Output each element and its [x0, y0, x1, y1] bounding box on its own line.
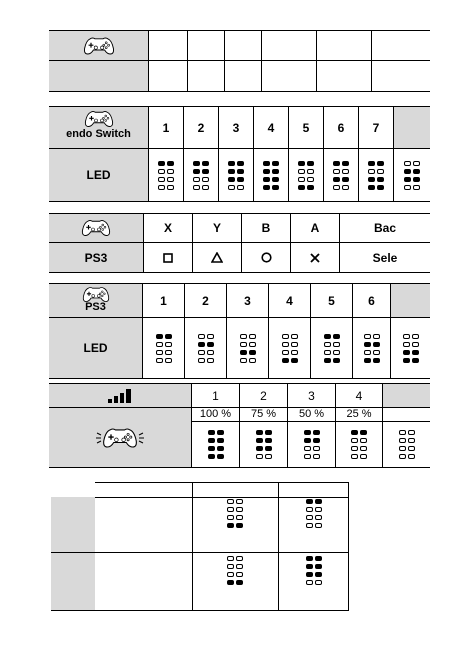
led-indicator	[306, 556, 322, 585]
led-cell	[394, 149, 430, 201]
player-number: 7	[359, 107, 394, 149]
level-number: 3	[288, 384, 336, 408]
led-cell	[227, 318, 269, 378]
gamepad-header	[49, 284, 143, 318]
led-indicator	[227, 556, 243, 585]
led-cell	[288, 422, 336, 467]
player-number: 5	[289, 107, 324, 149]
led-cell	[336, 422, 383, 467]
player-number	[391, 284, 430, 318]
table-2-nintendo-switch-led	[49, 106, 430, 202]
player-number: 1	[143, 284, 185, 318]
led-cell	[143, 318, 185, 378]
gamepad-header	[49, 107, 149, 149]
table-4-ps3-led	[49, 283, 430, 379]
led-indicator	[208, 430, 224, 459]
level-number: 1	[192, 384, 240, 408]
led-indicator	[324, 334, 340, 363]
led-indicator	[333, 161, 349, 190]
header-label: endo Switch	[66, 128, 131, 140]
led-indicator	[193, 161, 209, 190]
player-number: 2	[184, 107, 219, 149]
led-indicator	[227, 499, 243, 528]
player-number: 3	[227, 284, 269, 318]
led-indicator	[403, 334, 419, 363]
square-icon	[144, 243, 193, 272]
button-label: Y	[193, 214, 242, 243]
circle-icon	[242, 243, 291, 272]
led-indicator	[228, 161, 244, 190]
led-indicator	[256, 430, 272, 459]
led-cell	[383, 422, 430, 467]
button-label: B	[242, 214, 291, 243]
battery-percent: 25 %	[336, 408, 383, 422]
battery-percent	[383, 408, 430, 422]
signal-icon	[49, 384, 192, 408]
button-label: X	[144, 214, 193, 243]
led-cell	[254, 149, 289, 201]
header-label: PS3	[85, 301, 106, 313]
table-5-battery-level	[49, 383, 430, 468]
led-cell	[289, 149, 324, 201]
player-number: 6	[353, 284, 391, 318]
vibrating-gamepad-icon	[49, 408, 192, 467]
battery-percent: 100 %	[192, 408, 240, 422]
header-row	[95, 482, 349, 498]
row-header-column	[51, 497, 95, 611]
led-cell	[219, 149, 254, 201]
led-indicator	[298, 161, 314, 190]
gamepad-icon	[49, 214, 144, 243]
led-cell	[311, 318, 353, 378]
player-number: 4	[269, 284, 311, 318]
player-number: 2	[185, 284, 227, 318]
select-label: Sele	[372, 250, 398, 265]
table-6	[51, 482, 349, 611]
led-cell	[324, 149, 359, 201]
player-number: 6	[324, 107, 359, 149]
button-label: A	[291, 214, 340, 243]
led-cell	[185, 318, 227, 378]
button-label: Bac	[340, 214, 430, 243]
led-indicator	[282, 334, 298, 363]
cross-icon	[291, 243, 340, 272]
led-row-label: LED	[49, 318, 143, 378]
led-cell	[184, 149, 219, 201]
led-cell	[353, 318, 391, 378]
led-indicator	[368, 161, 384, 190]
level-number: 4	[336, 384, 383, 408]
led-indicator	[198, 334, 214, 363]
led-cell	[391, 318, 430, 378]
battery-percent: 50 %	[288, 408, 336, 422]
led-indicator	[364, 334, 380, 363]
ps3-label: PS3	[49, 243, 144, 272]
led-indicator	[304, 430, 320, 459]
level-number	[383, 384, 430, 408]
led-indicator	[306, 499, 322, 528]
table-1	[49, 30, 430, 92]
led-cell	[240, 422, 288, 467]
led-indicator	[404, 161, 420, 190]
led-indicator	[240, 334, 256, 363]
led-cell	[269, 318, 311, 378]
battery-percent: 75 %	[240, 408, 288, 422]
player-number: 1	[149, 107, 184, 149]
led-cell	[149, 149, 184, 201]
player-number	[394, 107, 430, 149]
player-number: 4	[254, 107, 289, 149]
triangle-icon	[193, 243, 242, 272]
gamepad-icon	[84, 109, 114, 129]
led-row-label: LED	[49, 149, 149, 201]
table-3-ps3-buttons	[49, 213, 430, 273]
gamepad-icon	[49, 31, 149, 61]
led-indicator	[399, 430, 415, 459]
led-indicator	[263, 161, 279, 190]
led-cell	[192, 422, 240, 467]
led-cell	[359, 149, 394, 201]
level-number: 2	[240, 384, 288, 408]
led-indicator	[156, 334, 172, 363]
led-indicator	[351, 430, 367, 459]
led-indicator	[158, 161, 174, 190]
player-number: 3	[219, 107, 254, 149]
player-number: 5	[311, 284, 353, 318]
